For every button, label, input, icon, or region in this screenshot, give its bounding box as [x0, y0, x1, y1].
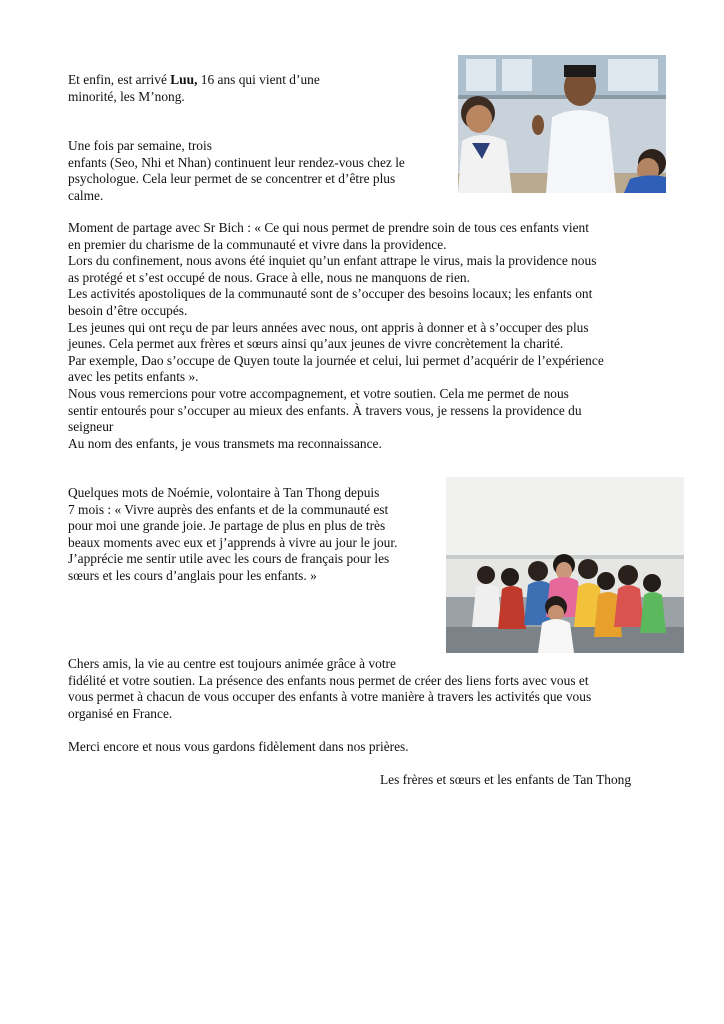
text-line: Au nom des enfants, je vous transmets ma reconnaissance. — [68, 435, 382, 451]
text-line: Nous vous remercions pour votre accompagnement, et votre soutien. Cela me permet de nous — [68, 385, 569, 401]
thanks-paragraph — [68, 739, 409, 756]
text-line: enfants (Seo, Nhi et Nhan) continuent leur rendez-vous chez le — [68, 154, 405, 170]
closing-paragraph — [68, 656, 591, 722]
photo-group-of-children — [446, 477, 684, 653]
text-line: 7 mois : « Vivre auprès des enfants et de la communauté est — [68, 501, 389, 517]
text-line: Une fois par semaine, trois — [68, 138, 212, 153]
psychologist-paragraph — [68, 138, 405, 204]
text-line: organisé en France. — [68, 705, 173, 721]
text-line: avec les petits enfants ». — [68, 369, 199, 385]
intro-name: Luu, — [170, 72, 198, 87]
text-line: Les activités apostoliques de la communauté sont de s’occuper des besoins locaux; les enfants ont — [68, 286, 593, 302]
thanks-line: Merci encore et nous vous gardons fidèlement dans nos prières. — [68, 739, 409, 754]
intro-suffix: 16 ans qui vient d’une — [197, 72, 320, 87]
intro-paragraph — [68, 72, 320, 105]
photo-young-man-with-children — [458, 55, 666, 193]
noemie-paragraph — [68, 485, 397, 585]
signature: Les frères et sœurs et les enfants de Tan Thong — [380, 772, 632, 787]
text-line: Les jeunes qui ont reçu de par leurs années avec nous, ont appris à donner et à s’occuper des plus — [68, 319, 589, 335]
text-line: pour moi une grande joie. Je partage de plus en plus de très — [68, 518, 386, 534]
intro-prefix: Et enfin, est arrivé — [68, 72, 171, 87]
text-line: J’apprécie me sentir utile avec les cours de français pour les — [68, 551, 390, 567]
intro-line-1 — [68, 72, 320, 89]
text-line: beaux moments avec eux et j’apprends à vivre au jour le jour. — [68, 534, 398, 550]
text-line: fidélité et votre soutien. La présence des enfants nous permet de créer des liens forts avec vous et — [68, 672, 589, 688]
text-line: vous permet à chacun de vous occuper des enfants à votre manière à travers les activités que vous — [68, 689, 592, 705]
text-line: Par exemple, Dao s’occupe de Quyen toute la journée et celui, lui permet d’acquérir de l’expérience — [68, 352, 604, 368]
text-line: sentir entourés pour s’occuper au mieux des enfants. À travers vous, je ressens la providence du — [68, 402, 582, 418]
text-line: en premier du charisme de la communauté et vivre dans la providence. — [68, 236, 447, 252]
text-line: psychologue. Cela leur permet de se concentrer et d’être plus — [68, 171, 396, 187]
sharing-paragraph — [68, 220, 604, 452]
text-line: Moment de partage avec Sr Bich : « Ce qui nous permet de prendre soin de tous ces enfants vient — [68, 220, 589, 235]
text-line: calme. — [68, 187, 104, 203]
text-line: Quelques mots de Noémie, volontaire à Tan Thong depuis — [68, 485, 380, 500]
text-line: jeunes. Cela permet aux frères et sœurs ainsi qu’aux jeunes de vivre concrètement la charité. — [68, 336, 564, 352]
text-line: seigneur — [68, 419, 114, 435]
text-line: sœurs et les cours d’anglais pour les enfants. » — [68, 567, 317, 583]
text-line: Lors du confinement, nous avons été inquiet qu’un enfant attrape le virus, mais la providence nous — [68, 253, 597, 269]
text-line: Chers amis, la vie au centre est toujours animée grâce à votre — [68, 656, 396, 671]
text-line: as protégé et s’est occupé de nous. Grace à elle, nous ne manquons de rien. — [68, 269, 470, 285]
text-line: besoin d’être occupés. — [68, 302, 188, 318]
intro-line-2: minorité, les M’nong. — [68, 88, 185, 104]
